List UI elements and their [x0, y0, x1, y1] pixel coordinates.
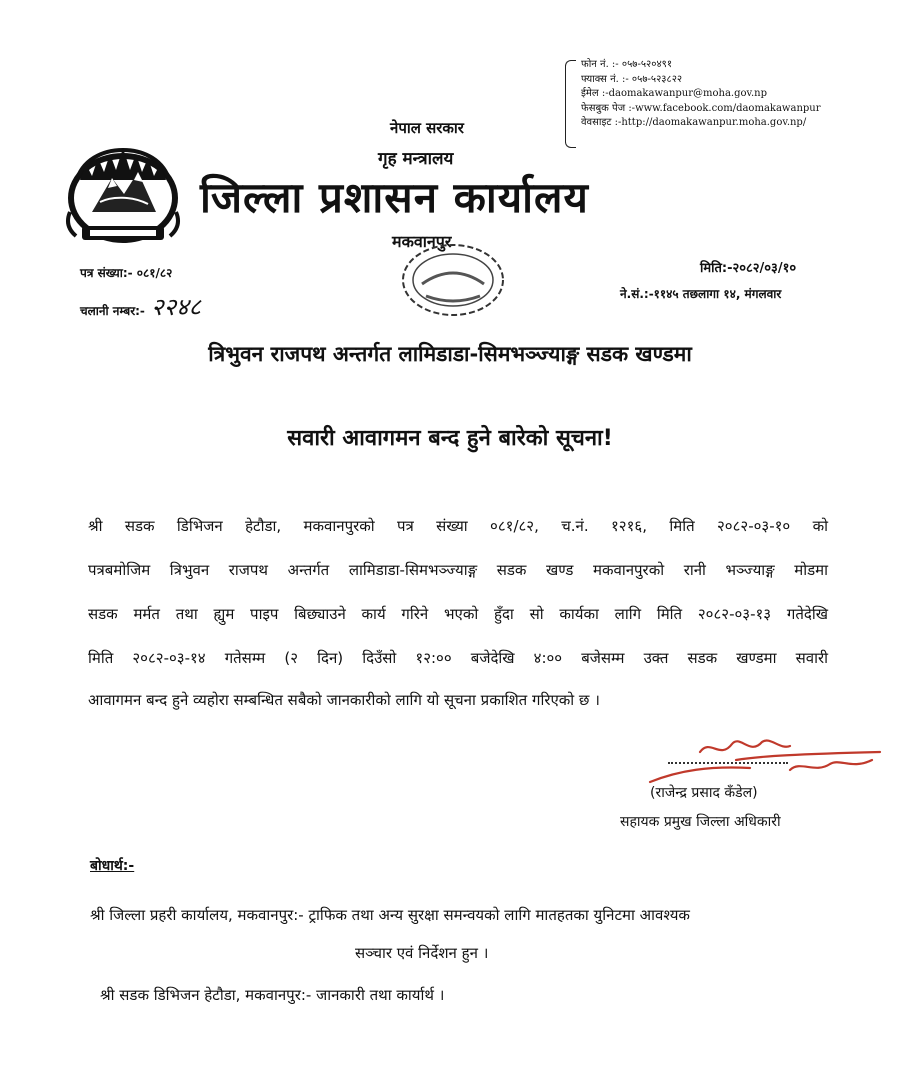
ministry-name: गृह मन्त्रालय — [378, 149, 454, 169]
dispatch-value-handwritten: २२४८ — [151, 293, 202, 321]
contact-phone: फोन नं. :- ०५७-५२०४९१ — [581, 59, 673, 70]
dispatch-number — [80, 290, 201, 323]
contact-brace — [565, 60, 576, 148]
bodhartha-item-2: श्री सडक डिभिजन हेटौडा, मकवानपुर:- जानकारी तथा कार्यार्थ । — [100, 986, 445, 1004]
body-line: श्री सडक डिभिजन हेटौडा, मकवानपुरको पत्र संख्या ०८१/८२, च.नं. १२१६, मिति २०८२-०३-१० को — [88, 517, 828, 535]
district-name: मकवानपुर — [392, 232, 452, 251]
contact-website: वेवसाइट :-http://daomakawanpur.moha.gov.np/ — [581, 117, 807, 128]
signer-designation: सहायक प्रमुख जिल्ला अधिकारी — [620, 814, 781, 830]
contact-fax: फ्याक्स नं. :- ०५७-५२३८२२ — [581, 73, 683, 85]
office-stamp-icon — [398, 240, 508, 320]
dispatch-label: चलानी नम्बर:- — [80, 304, 145, 318]
notice-title-line-2: सवारी आवागमन बन्द हुने बारेको सूचना! — [287, 426, 613, 451]
government-name: नेपाल सरकार — [390, 119, 464, 137]
contact-email: ईमेल :-daomakawanpur@moha.gov.np — [581, 88, 768, 99]
signature-dotted-line — [668, 762, 788, 764]
handwritten-signature-icon — [640, 730, 890, 790]
body-line: आवागमन बन्द हुने व्यहोरा सम्बन्धित सबैको जानकारीको लागि यो सूचना प्रकाशित गरिएको छ । — [88, 691, 600, 709]
bodhartha-heading: बोधार्थ:- — [90, 858, 135, 874]
contact-block — [565, 58, 885, 131]
signer-name: (राजेन्द्र प्रसाद कँडेल) — [650, 785, 758, 801]
nepal-emblem-icon — [62, 142, 184, 250]
letter-number: पत्र संख्या:- ०८१/८२ — [80, 266, 173, 280]
nepal-sambat-date: ने.सं.:-११४५ तछलागा १४, मंगलवार — [620, 287, 782, 301]
letter-date: मिति:-२०८२/०३/१० — [700, 261, 797, 276]
body-line: मिति २०८२-०३-१४ गतेसम्म (२ दिन) दिउँसो १२:०० बजेदेखि ४:०० बजेसम्म उक्त सडक खण्डमा सवारी — [88, 649, 828, 667]
body-line: सडक मर्मत तथा ह्युम पाइप बिछ्याउने कार्य गरिने भएको हुँदा सो कार्यका लागि मिति २०८२-०३-१३ गतेदेखि — [88, 605, 828, 623]
body-line: पत्रबमोजिम त्रिभुवन राजपथ अन्तर्गत लामिडाडा-सिमभञ्ज्याङ्ग सडक खण्ड मकवानपुरको रानी भञ्ज्याङ्ग मोडमा — [88, 561, 828, 579]
bodhartha-item-1-continued: सञ्चार एवं निर्देशन हुन । — [355, 944, 489, 962]
office-title: जिल्ला प्रशासन कार्यालय — [200, 173, 589, 222]
contact-facebook: फेसबुक पेज :-www.facebook.com/daomakawanpur — [581, 102, 821, 114]
bodhartha-item-1: श्री जिल्ला प्रहरी कार्यालय, मकवानपुर:- ट्राफिक तथा अन्य सुरक्षा समन्वयको लागि मातहतका युनिटमा आवश्यक — [90, 906, 690, 924]
notice-title-line-1: त्रिभुवन राजपथ अन्तर्गत लामिडाडा-सिमभञ्ज्याङ्ग सडक खण्डमा — [208, 342, 692, 366]
